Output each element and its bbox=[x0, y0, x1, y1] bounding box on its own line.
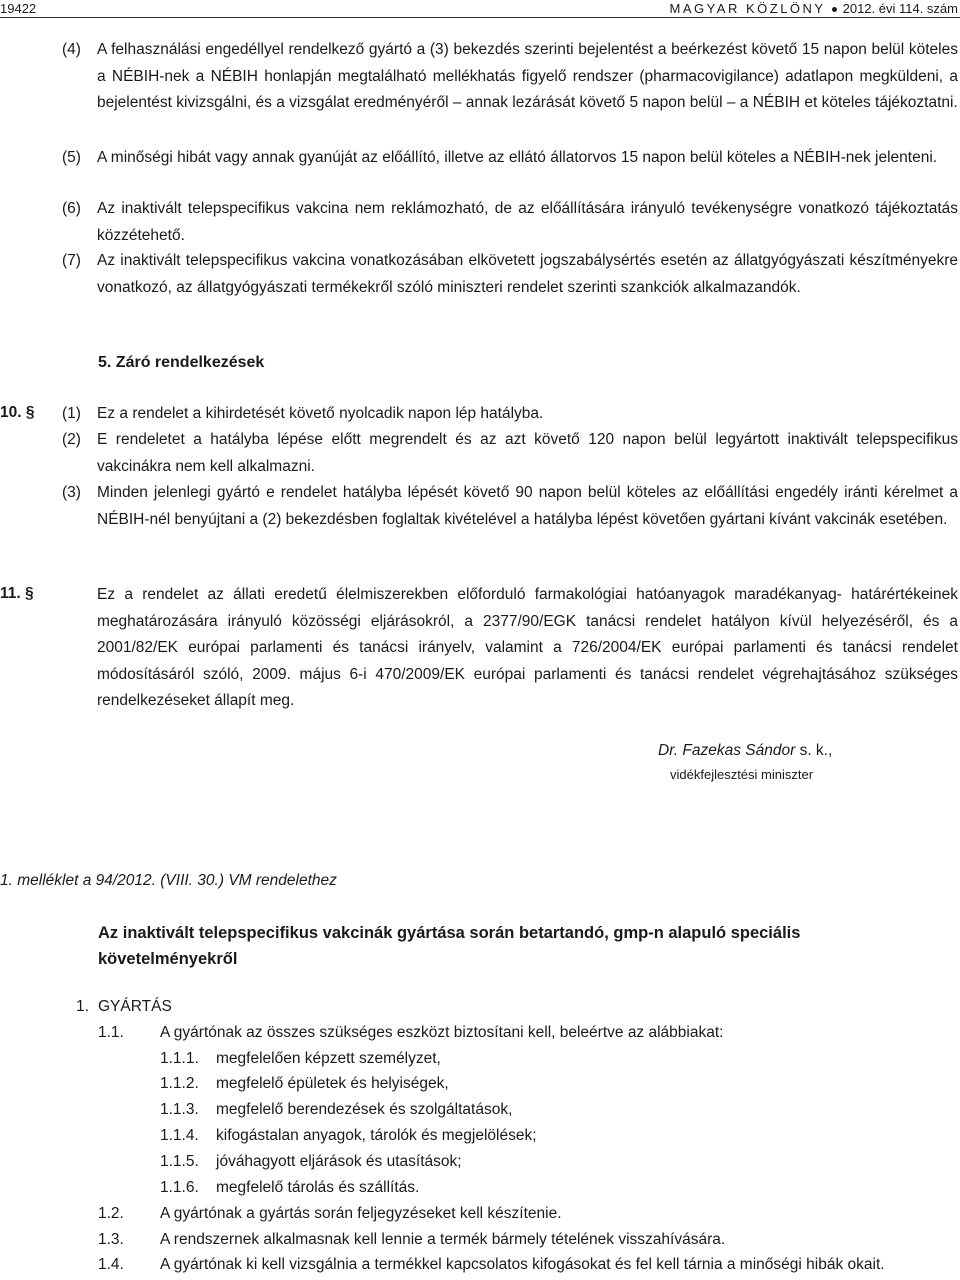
paragraph-number: (7) bbox=[62, 252, 81, 269]
item-number: 1.3. bbox=[98, 1231, 124, 1248]
annex-item-1-1-5 bbox=[160, 1153, 462, 1171]
item-number: 1.1.4. bbox=[160, 1127, 199, 1144]
annex-item-1-3 bbox=[98, 1231, 726, 1249]
item-text: megfelelő tárolás és szállítás. bbox=[216, 1179, 420, 1196]
annex-chapter bbox=[76, 998, 172, 1016]
paragraph-number: (4) bbox=[62, 41, 81, 58]
annex-item-1-4 bbox=[98, 1256, 885, 1274]
item-number: 1.1.6. bbox=[160, 1179, 199, 1196]
item-text: megfelelően képzett személyzet, bbox=[216, 1050, 441, 1067]
paragraph-text: E rendeletet a hatályba lépése előtt megrendelt és az azt követő 120 napon belül legyártott inaktivált telepspecifikus vakcinákra nem kell alkalmazni. bbox=[97, 431, 958, 475]
item-text: megfelelő épületek és helyiségek, bbox=[216, 1075, 449, 1092]
item-number: 1.1. bbox=[98, 1024, 124, 1041]
annex-item-1-1-1 bbox=[160, 1050, 441, 1068]
item-text: kifogástalan anyagok, tárolók és megjelölések; bbox=[216, 1127, 537, 1144]
paragraph-text: Az inaktivált telepspecifikus vakcina nem reklámozható, de az előállítására irányuló tevékenységre vonatkozó tájékoztatás közzétehető. bbox=[97, 200, 958, 244]
bullet-separator bbox=[832, 7, 837, 12]
item-number: 1.1.5. bbox=[160, 1153, 199, 1170]
signatory-role: vidékfejlesztési miniszter bbox=[670, 767, 814, 782]
publication-info bbox=[669, 1, 958, 16]
annex-item-1-1-3 bbox=[160, 1101, 513, 1119]
item-text: A gyártónak ki kell vizsgálnia a termékkel kapcsolatos kifogásokat és fel kell tárnia a minőségi hibák okait. bbox=[160, 1256, 885, 1273]
signature-name bbox=[658, 742, 832, 760]
paragraph-text: Az inaktivált telepspecifikus vakcina vonatkozásában elkövetett jogszabálysértés esetén az állatgyógyászati készítményekre vonatkozó, az állatgyógyászati termékekről szóló miniszteri rendelet szerinti szankciók alkalmazandók. bbox=[97, 252, 958, 296]
chapter-number: 1. bbox=[76, 998, 89, 1015]
item-number: 1.1.3. bbox=[160, 1101, 199, 1118]
running-header bbox=[0, 0, 960, 24]
item-number: 1.2. bbox=[98, 1205, 124, 1222]
annex-item-1-1-4 bbox=[160, 1127, 537, 1145]
signature-suffix: s. k., bbox=[795, 742, 833, 759]
chapter-heading: 5. Záró rendelkezések bbox=[98, 354, 265, 371]
item-text: A gyártónak az összes szükséges eszközt biztosítani kell, beleértve az alábbiakat: bbox=[160, 1024, 724, 1041]
issue-label: 2012. évi 114. szám bbox=[842, 1, 958, 16]
annex-item-1-1 bbox=[98, 1024, 724, 1042]
paragraph-text: A minőségi hibát vagy annak gyanúját az előállító, illetve az ellátó állatorvos 15 napon belül köteles a NÉBIH-nek jelenteni. bbox=[97, 149, 938, 166]
section-10-label: 10. § bbox=[0, 404, 35, 421]
item-text: megfelelő berendezések és szolgáltatások, bbox=[216, 1101, 513, 1118]
item-text: jóváhagyott eljárások és utasítások; bbox=[216, 1153, 462, 1170]
paragraph-number: (6) bbox=[62, 200, 81, 217]
paragraph-text: Ez a rendelet az állati eredetű élelmiszerekben előforduló farmakológiai hatóanyagok maradékanyag- határértékeinek meghatározására irányuló közösségi eljárásokról, a 2377/90/EGK tanácsi rendelet hatályon kívül helyezéséről, és a 2001/82/EK európai parlamenti és tanácsi irányelv, valamint a 726/2004/EK európai parlamenti és tanácsi rendelet módosításáról szóló, 2009. május 6-i 470/2009/EK európai parlamenti és tanácsi rendelet végrehajtásához szükséges rendelkezéseket állapít meg. bbox=[97, 586, 958, 709]
page-number: 19422 bbox=[0, 1, 37, 16]
chapter-title: GYÁRTÁS bbox=[98, 998, 172, 1015]
paragraph-text: Minden jelenlegi gyártó e rendelet hatályba lépését követő 90 napon belül köteles az előállítási engedély iránti kérelmet a NÉBIH-nél benyújtani a (2) bekezdésben foglaltak kivételével a hatályba lépést követően gyártani kívánt vakcinák esetében. bbox=[97, 484, 958, 528]
item-number: 1.1.2. bbox=[160, 1075, 199, 1092]
paragraph-text: Ez a rendelet a kihirdetését követő nyolcadik napon lép hatályba. bbox=[97, 405, 544, 422]
signatory-name: Dr. Fazekas Sándor bbox=[658, 742, 796, 759]
paragraph-number: (2) bbox=[62, 431, 81, 448]
section-11-label: 11. § bbox=[0, 585, 34, 602]
item-number: 1.1.1. bbox=[160, 1050, 199, 1067]
header-rule bbox=[0, 17, 960, 18]
item-text: A rendszernek alkalmasnak kell lennie a termék bármely tételének visszahívására. bbox=[160, 1231, 726, 1248]
paragraph-number: (5) bbox=[62, 149, 81, 166]
paragraph-text: A felhasználási engedéllyel rendelkező gyártó a (3) bekezdés szerinti bejelentést a beérkezést követő 15 napon belül köteles a NÉBIH-nek a NÉBIH honlapján megtalálható mellékhatás figyelő rendszer (pharmacovigilance) adatlapon megküldeni, a bejelentést kivizsgálni, és a vizsgálat eredményéről – annak lezárását követő 5 napon belül – a NÉBIH et köteles tájékoztatni. bbox=[97, 41, 958, 111]
annex-label: 1. melléklet a 94/2012. (VIII. 30.) VM rendelethez bbox=[0, 872, 337, 889]
annex-item-1-1-2 bbox=[160, 1075, 449, 1093]
paragraph-number: (3) bbox=[62, 484, 81, 501]
publication-name: MAGYAR KÖZLÖNY bbox=[669, 1, 826, 16]
item-text: A gyártónak a gyártás során feljegyzéseket kell készítenie. bbox=[160, 1205, 562, 1222]
annex-item-1-2 bbox=[98, 1205, 562, 1223]
annex-item-1-1-6 bbox=[160, 1179, 420, 1197]
paragraph-number: (1) bbox=[62, 405, 81, 422]
annex-title: Az inaktivált telepspecifikus vakcinák gyártása során betartandó, gmp-n alapuló speciális követelményekről bbox=[98, 924, 801, 968]
item-number: 1.4. bbox=[98, 1256, 124, 1273]
